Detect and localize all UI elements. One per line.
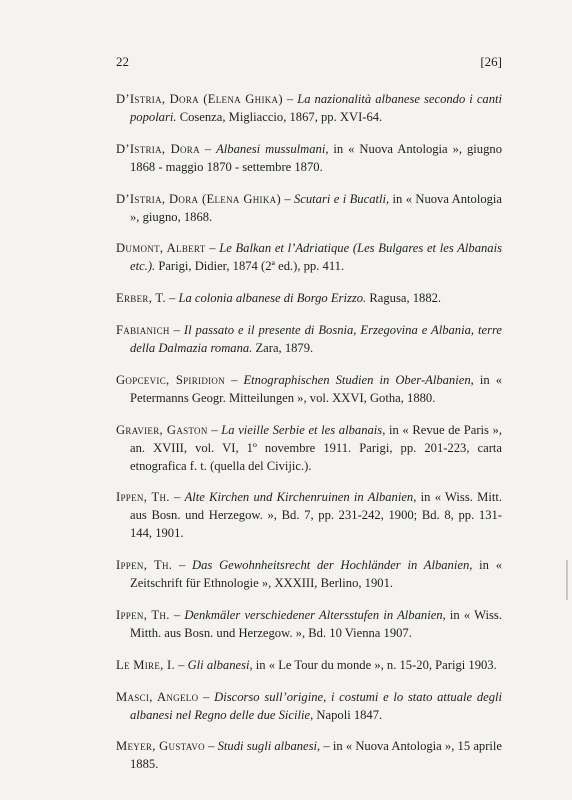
bibliography-entry — [116, 140, 502, 176]
bibliography-entry — [116, 688, 502, 724]
entry-author: Meyer, Gustavo — [116, 739, 205, 754]
entry-separator: – — [282, 92, 298, 106]
entry-author: Ippen, Th. — [116, 558, 173, 573]
entry-separator: – — [169, 490, 185, 505]
page-header — [116, 54, 502, 74]
bibliography-entry — [116, 371, 502, 407]
entry-author: D’Istria, Dora (Elena Ghika) — [116, 191, 281, 206]
entry-author: Dumont, Albert — [116, 241, 206, 256]
entry-title: Albanesi mussulmani, — [216, 141, 329, 156]
page-reference: [26] — [480, 54, 502, 69]
bibliography-entry — [116, 421, 502, 475]
bibliography-entry — [116, 488, 502, 542]
entry-separator: – — [280, 191, 294, 206]
bibliography-entry — [116, 289, 502, 307]
entry-details: in « Petermanns Geogr. Mitteilungen », vol. XXVI, Gotha, 1880. — [130, 372, 503, 405]
entry-details: Zara, 1879. — [252, 340, 314, 355]
bibliography-list — [116, 90, 502, 787]
entry-details: Ragusa, 1882. — [366, 291, 442, 306]
page-edge-shadow — [566, 560, 568, 600]
entry-details: – in « Nuova Antologia », 15 aprile 1885. — [130, 739, 502, 772]
entry-separator: – — [225, 372, 244, 387]
entry-separator: – — [204, 739, 218, 754]
entry-separator: – — [169, 607, 185, 622]
entry-author: Masci, Angelo — [116, 689, 199, 704]
entry-title: Il passato e il presente di Bosnia, Erzegovina e Albania, terre della Dalmazia romana. — [130, 322, 502, 355]
entry-title: Studi sugli albanesi, — [217, 739, 321, 754]
entry-separator: – — [199, 141, 217, 156]
entry-details: in « Revue de Paris », an. XVIII, vol. VI, 1º novembre 1911. Parigi, pp. 201-223, carta etnografica f. t. (quella del Civijic.). — [130, 422, 502, 473]
bibliography-entry — [116, 556, 502, 592]
entry-author: Erber, T. — [116, 291, 166, 306]
bibliography-entry — [116, 190, 502, 226]
entry-separator: – — [205, 241, 220, 256]
entry-title: La nazionalità albanese secondo i canti popolari. — [130, 92, 502, 124]
entry-title: Le Balkan et l’Adriatique (Les Bulgares et les Albanais etc.). — [130, 241, 502, 274]
entry-author: Le Mire, I. — [116, 657, 175, 672]
bibliography-entry — [116, 606, 502, 642]
entry-separator: – — [169, 322, 184, 337]
bibliography-entry — [116, 321, 502, 357]
entry-title: Alte Kirchen und Kirchenruinen in Albanien, — [184, 490, 417, 505]
bibliography-entry — [116, 656, 502, 674]
entry-title: La vieille Serbie et les albanais, — [221, 422, 386, 437]
entry-details: in « Wiss. Mitth. aus Bosn. und Herzegow. », Bd. 10 Vienna 1907. — [130, 607, 502, 640]
entry-separator: – — [207, 422, 222, 437]
entry-details: in « Nuova Antologia », giugno, 1868. — [130, 191, 503, 224]
entry-details: in « Nuova Antologia », giugno 1868 - maggio 1870 - settembre 1870. — [130, 141, 502, 174]
entry-title: Denkmäler verschiedener Altersstufen in Albanien, — [184, 607, 446, 622]
entry-separator: – — [172, 558, 193, 573]
entry-title: Discorso sull’origine, i costumi e lo stato attuale degli albanesi nel Regno delle due Sicilie, — [130, 689, 503, 722]
entry-title: Gli albanesi, — [187, 657, 253, 672]
entry-title: Scutari e i Bucatli, — [294, 191, 390, 206]
entry-author: Gopcevic, Spiridion — [116, 372, 226, 387]
entry-separator: – — [198, 689, 215, 704]
entry-details: in « Zeitschrift für Ethnologie », XXXIII, Berlino, 1901. — [130, 558, 502, 591]
entry-details: in « Wiss. Mitt. aus Bosn. und Herzegow. », Bd. 7, pp. 231-242, 1900; Bd. 8, pp. 131-144, 1901. — [130, 490, 502, 541]
entry-author: D’Istria, Dora — [116, 141, 200, 156]
entry-author: Ippen, Th. — [116, 607, 170, 622]
entry-title: Das Gewohnheitsrecht der Hochländer in Albanien, — [192, 558, 473, 573]
entry-details: in « Le Tour du monde », n. 15-20, Parigi 1903. — [252, 657, 497, 672]
entry-details: Cosenza, Migliaccio, 1867, pp. XVI-64. — [176, 110, 383, 124]
entry-separator: – — [165, 291, 179, 306]
entry-separator: – — [174, 657, 188, 672]
entry-author: Gravier, Gaston — [116, 422, 208, 437]
entry-author: Fabianich — [116, 322, 170, 337]
bibliography-entry — [116, 90, 502, 126]
entry-details: Napoli 1847. — [313, 707, 383, 722]
entry-title: Etnographischen Studien in Ober-Albanien, — [243, 372, 474, 387]
entry-details: Parigi, Didier, 1874 (2ª ed.), pp. 411. — [155, 259, 345, 274]
entry-author: Ippen, Th. — [116, 490, 170, 505]
bibliography-entry — [116, 239, 502, 275]
entry-title: La colonia albanese di Borgo Erizzo. — [178, 291, 367, 306]
bibliography-entry — [116, 737, 502, 773]
page-number: 22 — [116, 54, 129, 69]
entry-author: D’Istria, Dora (Elena Ghika) — [116, 92, 283, 106]
